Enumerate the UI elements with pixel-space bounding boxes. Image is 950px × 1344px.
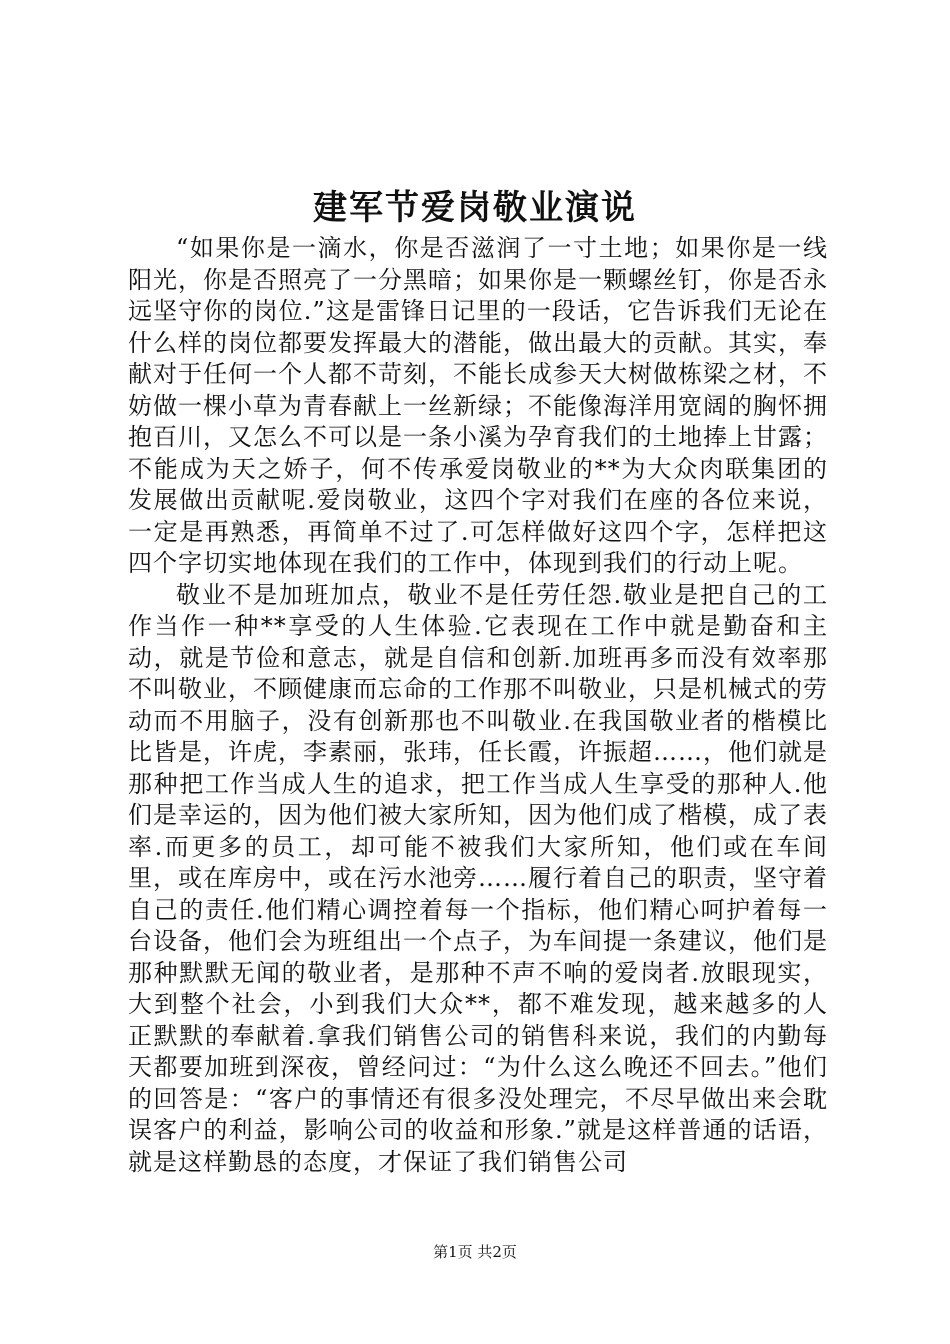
paragraph-2: 敬业不是加班加点，敬业不是任劳任怨.敬业是把自己的工作当作一种**享受的人生体验.它表现在工作中就是勤奋和主动，就是节俭和意志，就是自信和创新.加班再多而没有效率那不叫敬业，不顾健康而忘命的工作那不叫敬业，只是机械式的劳动而不用脑子，没有创新那也不叫敬业.在我国敬业者的楷模比比皆是，许虎，李素丽，张玮，任长霞，许振超……，他们就是那种把工作当成人生的追求，把工作当成人生享受的那种人.他们是幸运的，因为他们被大家所知，因为他们成了楷模，成了表率.而更多的员工，却可能不被我们大家所知，他们或在车间里，或在库房中，或在污水池旁……履行着自己的职责，坚守着自己的责任.他们精心调控着每一个指标，他们精心呵护着每一台设备，他们会为班组出一个点子，为车间提一条建议，他们是那种默默无闻的敬业者，是那种不声不响的爱岗者.放眼现实，大到整个社会，小到我们大众**，都不难发现，越来越多的人正默默的奉献着.拿我们销售公司的销售科来说，我们的内勤每天都要加班到深夜，曾经问过：“为什么这么晚还不回去。”他们的回答是：“客户的事情还有很多没处理完，不尽早做出来会耽误客户的利益，影响公司的收益和形象.”就是这样普通的话语，就是这样勤恳的态度，才保证了我们销售公司	[128, 580, 828, 1176]
page-number-footer: 第1页 共2页	[433, 1243, 517, 1261]
document-body	[128, 233, 828, 1178]
document-title: 建军节爱岗敬业演说	[313, 188, 637, 228]
paragraph-1: “如果你是一滴水，你是否滋润了一寸土地；如果你是一线阳光，你是否照亮了一分黑暗；如果你是一颗螺丝钉，你是否永远坚守你的岗位.”这是雷锋日记里的一段话，它告诉我们无论在什么样的岗位都要发挥最大的潜能，做出最大的贡献。其实，奉献对于任何一个人都不苛刻，不能长成参天大树做栋梁之材，不妨做一棵小草为青春献上一丝新绿；不能像海洋用宽阔的胸怀拥抱百川，又怎么不可以是一条小溪为孕育我们的土地捧上甘露；不能成为天之娇子，何不传承爱岗敬业的**为大众肉联集团的发展做出贡献呢.爱岗敬业，这四个字对我们在座的各位来说，一定是再熟悉，再简单不过了.可怎样做好这四个字，怎样把这四个字切实地体现在我们的工作中，体现到我们的行动上呢。	[128, 234, 828, 577]
